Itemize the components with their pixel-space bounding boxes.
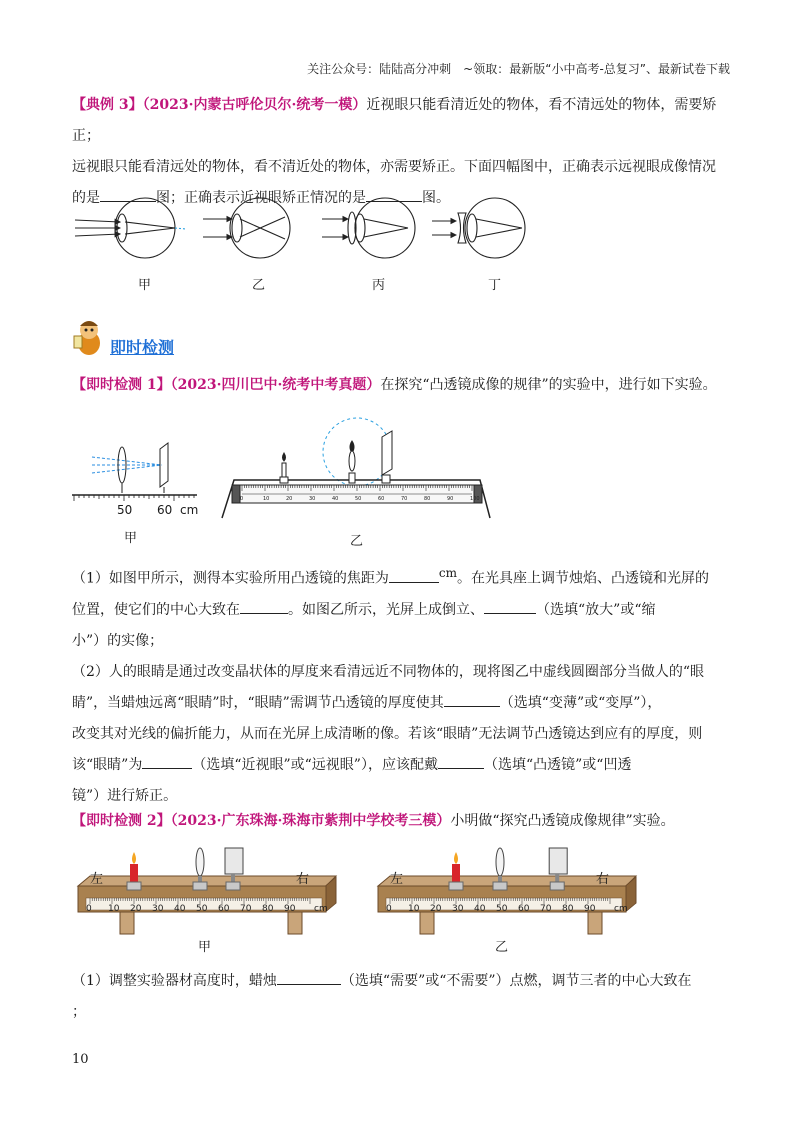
- example3-line2: 远视眼只能看清远处的物体，看不清近处的物体，亦需要矫正。下面四幅图中，正确表示远视眼成像情况: [72, 159, 716, 175]
- lens-icon: [349, 441, 355, 483]
- right-word-b: 右: [596, 872, 610, 887]
- example3-source: （2023·内蒙古呼伦贝尔·统考一模）: [142, 97, 367, 113]
- tick-60: 60: [157, 503, 173, 517]
- screen-icon: [382, 431, 392, 483]
- right-word-a: 右: [296, 872, 310, 887]
- test2-intro-text: 小明做“探究凸透镜成像规律”实验。: [450, 813, 675, 829]
- bench-tick-label: 60: [518, 904, 530, 914]
- bench-tick-label: 40: [332, 496, 339, 502]
- test1-figure-yi: [222, 425, 492, 525]
- answer-blank[interactable]: [142, 752, 192, 769]
- eye-diagram-ding: [432, 198, 525, 258]
- label-ding: 丁: [488, 278, 502, 293]
- label-yi: 乙: [350, 534, 364, 549]
- label-jia: 甲: [124, 531, 138, 546]
- mascot-icon: [72, 318, 106, 356]
- answer-blank[interactable]: [389, 566, 439, 583]
- page-header: 关注公众号：陆陆高分冲刺 ~领取：最新版“小中高考-总复习”、最新试卷下载: [307, 62, 730, 76]
- test2-questions: [72, 966, 732, 1028]
- example3-tag: 【典例 3】: [72, 97, 143, 113]
- bench-tick-label: cm: [614, 904, 628, 914]
- answer-blank[interactable]: [277, 968, 341, 985]
- test1-intro: [72, 370, 732, 401]
- screen-icon: [549, 848, 567, 890]
- test1-figure-jia: [72, 435, 202, 510]
- bench-tick-label: 50: [196, 904, 208, 914]
- bench-tick-label: 80: [424, 496, 431, 502]
- bench-tick-label: 80: [262, 904, 274, 914]
- candle-icon: [449, 852, 463, 890]
- answer-blank[interactable]: [444, 690, 500, 707]
- screen-icon: [225, 848, 243, 890]
- label-jia: 甲: [198, 940, 212, 955]
- page-number: 10: [72, 1052, 89, 1067]
- bench-tick-label: 30: [309, 496, 316, 502]
- test1-source: （2023·四川巴中·统考中考真题）: [170, 377, 381, 393]
- bench-tick-label: 90: [284, 904, 296, 914]
- bench-tick-label: 10: [408, 904, 420, 914]
- test1-questions: [72, 558, 732, 812]
- section-title: 即时检测: [110, 338, 175, 357]
- bench-tick-label: 70: [240, 904, 252, 914]
- label-yi: 乙: [252, 278, 266, 293]
- tick-50: 50: [117, 503, 133, 517]
- bench-tick-label: 30: [152, 904, 164, 914]
- test2-bench-jia: [68, 842, 340, 938]
- test1-intro-text: 在探究“凸透镜成像的规律”的实验中，进行如下实验。: [380, 377, 717, 393]
- eye-diagrams: [0, 195, 800, 265]
- lens-icon: [493, 848, 507, 890]
- bench-tick-label: 90: [584, 904, 596, 914]
- left-word-a: 左: [90, 872, 104, 887]
- bench-tick-label: 10: [108, 904, 120, 914]
- q1-unit: cm: [438, 566, 458, 580]
- test2-tag: 【即时检测 2】: [72, 813, 171, 829]
- bench-tick-label: 30: [452, 904, 464, 914]
- test1-tag: 【即时检测 1】: [72, 377, 171, 393]
- q2-line5: 镜”）进行矫正。: [72, 787, 178, 804]
- test2-bench-yi: [368, 842, 640, 938]
- q2-line3: 改变其对光线的偏折能力，从而在光屏上成清晰的像。若该“眼睛”无法调节凸透镜达到应有的厚度，则: [72, 725, 703, 742]
- left-word-b: 左: [390, 872, 404, 887]
- example3-line3a: 的是: [72, 190, 100, 206]
- bench-tick-label: cm: [314, 904, 328, 914]
- bench-tick-label: 0: [86, 904, 92, 914]
- bench-tick-label: 20: [430, 904, 442, 914]
- t2-q1a: （1）调整实验器材高度时，蜡烛: [72, 973, 277, 989]
- eye-diagram-jia: [75, 198, 186, 258]
- q1-line2c: （选填“放大”或“缩: [536, 601, 656, 618]
- t2-q1b: （选填“需要”或“不需要”）点燃，调节三者的中心大致在: [340, 973, 692, 989]
- q2-line2a: 睛”，当蜡烛远离“眼睛”时，“眼睛”需调节凸透镜的厚度使其: [72, 694, 444, 711]
- lens-icon: [193, 848, 207, 890]
- q1-line3: 小”）的实像；: [72, 632, 164, 649]
- bench-tick-label: 10: [263, 496, 270, 502]
- example3-line3c: 图。: [422, 190, 450, 206]
- q1-line2b: 。如图乙所示，光屏上成倒立、: [288, 601, 484, 618]
- bench-tick-label: 50: [355, 496, 362, 502]
- test2-source: （2023·广东珠海·珠海市紫荆中学校考三模）: [170, 813, 451, 829]
- answer-blank[interactable]: [240, 597, 288, 614]
- bench-tick-label: 0: [240, 496, 244, 502]
- label-bing: 丙: [372, 278, 386, 293]
- answer-blank[interactable]: [484, 597, 536, 614]
- q2-line2b: （选填“变薄”或“变厚”），: [499, 694, 662, 711]
- candle-icon: [127, 852, 141, 890]
- bench-tick-label: 50: [496, 904, 508, 914]
- bench-tick-label: 20: [130, 904, 142, 914]
- bench-tick-label: 70: [540, 904, 552, 914]
- example3-line3b: 图；正确表示近视眼矫正情况的是: [156, 190, 366, 206]
- eye-diagram-yi: [203, 198, 290, 258]
- example3-line1: 近视眼只能看清近处的物体，看不清远处的物体，需要矫正；: [72, 97, 717, 144]
- q1-line2a: 位置，使它们的中心大致在: [72, 601, 240, 618]
- label-jia: 甲: [138, 278, 152, 293]
- eye-diagram-bing: [322, 198, 415, 258]
- q1-line1a: （1）如图甲所示，测得本实验所用凸透镜的焦距为: [72, 570, 389, 587]
- q2-line4b: （选填“近视眼”或“远视眼”），应该配戴: [192, 756, 438, 773]
- bench-tick-label: 70: [401, 496, 408, 502]
- bench-tick-label: 60: [218, 904, 230, 914]
- q2-line4a: 该“眼睛”为: [72, 756, 143, 773]
- q2-line1: （2）人的眼睛是通过改变晶状体的厚度来看清远近不同物体的，现将图乙中虚线圆圈部分当做人的“眼: [72, 663, 705, 680]
- candle-icon: [280, 453, 288, 483]
- bench-tick-label: 40: [174, 904, 186, 914]
- q2-line4c: （选填“凸透镜”或“凹透: [483, 756, 632, 773]
- answer-blank[interactable]: [438, 752, 484, 769]
- q1-line1b: 。在光具座上调节烛焰、凸透镜和光屏的: [457, 570, 710, 587]
- bench-tick-label: 0: [386, 904, 392, 914]
- t2-q1c: ；: [72, 1004, 86, 1020]
- label-yi: 乙: [495, 940, 509, 955]
- bench-tick-label: 40: [474, 904, 486, 914]
- bench-tick-label: 20: [286, 496, 293, 502]
- bench-tick-label: 80: [562, 904, 574, 914]
- test2-intro: [72, 806, 732, 837]
- bench-tick-label: 90: [447, 496, 454, 502]
- bench-tick-label: 60: [378, 496, 385, 502]
- bench-tick-label: 100: [470, 496, 480, 502]
- unit-cm: cm: [180, 503, 199, 517]
